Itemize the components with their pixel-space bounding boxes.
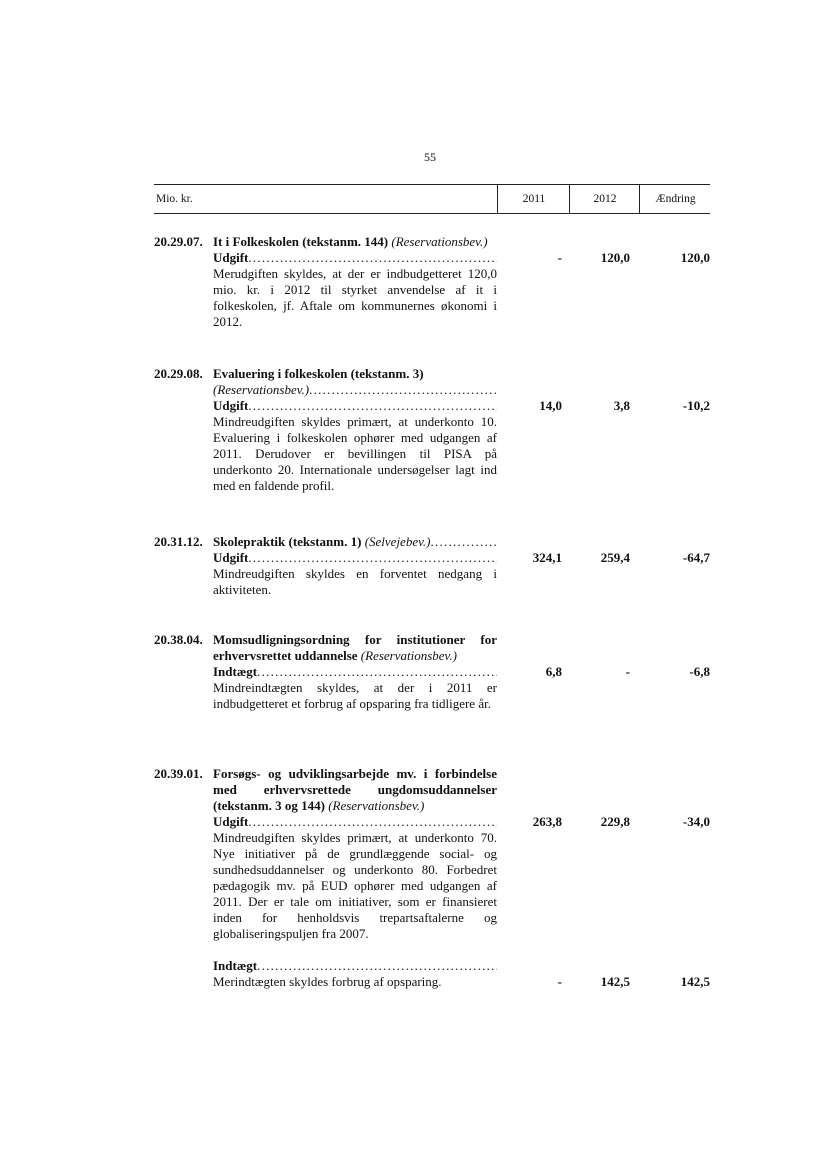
explanation-text: Mindreudgiften skyldes primært, at underkonto 70. Nye initiativer på de grundlæggende social- og sundhedsuddannelser og underkonto 80. Forbedret pædagogik mv. på EUD ophører med udgangen af 2011. Der er tale om initiativer, som er finansieret inden for henholdsvis trepartsaftalerne og globaliseringspuljen fra 2007.	[213, 830, 497, 941]
value-2012: -	[625, 664, 630, 679]
value-2011: -	[557, 974, 562, 989]
account-code: 20.38.04.	[154, 632, 203, 647]
account-code: 20.31.12.	[154, 534, 203, 549]
value-2011: 14,0	[539, 398, 562, 413]
post-line: Indtægt . . .	[213, 958, 497, 974]
explanation-text: Merindtægten skyldes forbrug af opsparing.	[213, 974, 442, 989]
value-2011: 324,1	[532, 550, 562, 565]
entry-title: Evaluering i folkeskolen (tekstanm. 3)	[213, 366, 424, 381]
value-2011: 6,8	[545, 664, 562, 679]
value-change: -34,0	[682, 814, 710, 829]
column-change: Ændring	[639, 185, 711, 213]
value-change: -6,8	[689, 664, 710, 679]
entry-title: It i Folkeskolen (tekstanm. 144) (Reservationsbev.)	[213, 234, 488, 249]
value-2012: 229,8	[600, 814, 630, 829]
account-code: 20.29.08.	[154, 366, 203, 381]
title-note-line: (Reservationsbev.) . . .	[213, 382, 497, 398]
value-change: 142,5	[680, 974, 710, 989]
value-change: -64,7	[682, 550, 710, 565]
post-line: Indtægt . . .	[213, 664, 497, 680]
value-2011: -	[557, 250, 562, 265]
post-line: Udgift . . .	[213, 398, 497, 414]
value-2011: 263,8	[532, 814, 562, 829]
entry-title: Skolepraktik (tekstanm. 1) (Selvejebev.) . . .	[213, 534, 497, 550]
value-2012: 120,0	[600, 250, 630, 265]
unit-label: Mio. kr.	[156, 193, 193, 205]
account-code: 20.29.07.	[154, 234, 203, 249]
post-line: Udgift . . .	[213, 814, 497, 830]
entry-title: Forsøgs- og udviklingsarbejde mv. i forbindelse med erhvervsrettede ungdomsuddannelser (tekstanm. 3 og 144) (Reservationsbev.)	[213, 766, 497, 813]
column-2011: 2011	[497, 185, 570, 213]
post-line: Udgift . . .	[213, 550, 497, 566]
explanation-text: Mindreudgiften skyldes en forventet nedgang i aktiviteten.	[213, 566, 497, 597]
explanation-text: Mindreindtægten skyldes, at der i 2011 er indbudgetteret et forbrug af opsparing fra tidligere år.	[213, 680, 497, 711]
entry-title: Momsudligningsordning for institutioner for erhvervsrettet uddannelse (Reservationsbev.)	[213, 632, 497, 663]
page-number: 55	[424, 150, 436, 164]
explanation-text: Mindreudgiften skyldes primært, at underkonto 10. Evaluering i folkeskolen ophører med udgangen af 2011. Derudover er bevillingen til PISA på underkonto 20. Internationale undersøgelser lagt ind med en faldende profil.	[213, 414, 497, 493]
column-2012: 2012	[569, 185, 640, 213]
value-2012: 3,8	[613, 398, 630, 413]
explanation-text: Merudgiften skyldes, at der er indbudgetteret 120,0 mio. kr. i 2012 til styrket anvendelse af it i folkeskolen, jf. Aftale om kommunernes økonomi i 2012.	[213, 266, 497, 329]
value-change: 120,0	[680, 250, 710, 265]
value-change: -10,2	[682, 398, 710, 413]
value-2012: 142,5	[600, 974, 630, 989]
post-line: Udgift . . .	[213, 250, 497, 266]
table-header	[154, 184, 710, 214]
account-code: 20.39.01.	[154, 766, 203, 781]
value-2012: 259,4	[600, 550, 630, 565]
